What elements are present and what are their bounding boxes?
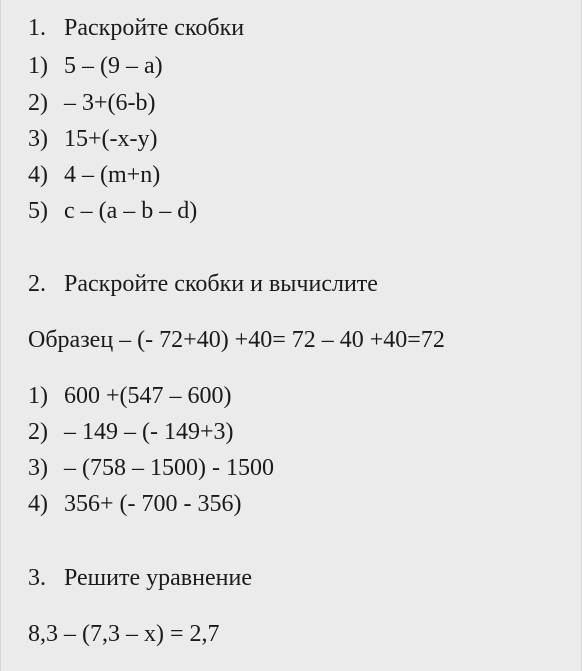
task2-item <box>28 381 232 411</box>
task2-item-number: 4) <box>28 491 48 517</box>
task3-title: Решите уравнение <box>64 565 252 591</box>
task1-number: 1. <box>28 15 46 41</box>
task1-item-number: 5) <box>28 198 48 224</box>
task3-equation <box>28 619 220 649</box>
task2-example <box>28 325 445 355</box>
task3-number: 3. <box>28 565 46 591</box>
task1-item <box>28 51 163 81</box>
task2-item-number: 3) <box>28 455 48 481</box>
task1-item <box>28 196 197 226</box>
task1-item-expression: 5 – (9 – a) <box>64 53 163 79</box>
task1-item-expression: – 3+(6-b) <box>64 90 156 116</box>
task1-item <box>28 160 160 190</box>
task2-item <box>28 489 242 519</box>
task1-item-number: 2) <box>28 90 48 116</box>
task1-item-number: 4) <box>28 162 48 188</box>
task2-item-expression: – (758 – 1500) - 1500 <box>64 455 274 481</box>
task1-item <box>28 124 158 154</box>
task1-item <box>28 88 156 118</box>
task1-heading <box>28 13 244 43</box>
task2-item-expression: 356+ (- 700 - 356) <box>64 491 242 517</box>
task2-item-expression: – 149 – (- 149+3) <box>64 419 234 445</box>
task1-item-expression: 15+(-x-y) <box>64 126 158 152</box>
task2-item-number: 2) <box>28 419 48 445</box>
task2-title: Раскройте скобки и вычислите <box>64 271 378 297</box>
task2-item <box>28 417 234 447</box>
task3-heading <box>28 563 252 593</box>
task1-item-expression: 4 – (m+n) <box>64 162 161 188</box>
task2-example-text: Образец – (- 72+40) +40= 72 – 40 +40=72 <box>28 327 445 353</box>
task2-item-number: 1) <box>28 383 48 409</box>
task2-number: 2. <box>28 271 46 297</box>
task2-item-expression: 600 +(547 – 600) <box>64 383 232 409</box>
task3-equation-text: 8,3 – (7,3 – x) = 2,7 <box>28 621 220 647</box>
task2-heading <box>28 269 378 299</box>
task1-title: Раскройте скобки <box>64 15 245 41</box>
task1-item-number: 3) <box>28 126 48 152</box>
task1-item-expression: c – (a – b – d) <box>64 198 198 224</box>
task2-item <box>28 453 274 483</box>
task1-item-number: 1) <box>28 53 48 79</box>
